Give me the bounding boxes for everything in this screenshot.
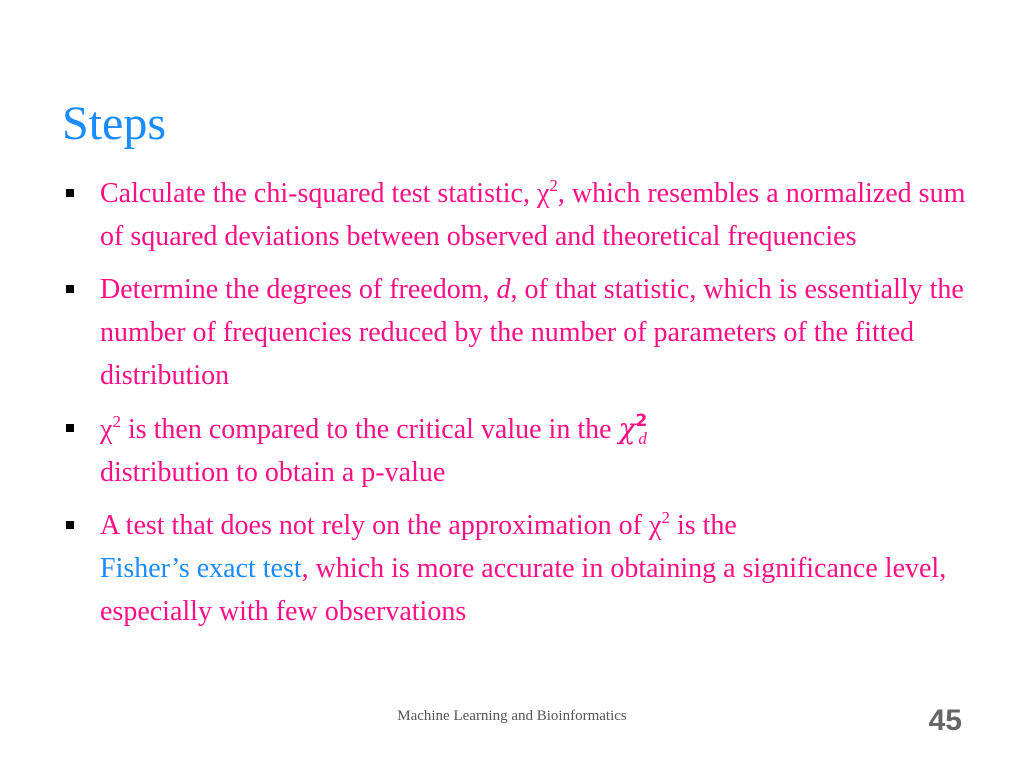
square-bullet-icon (66, 521, 74, 529)
fishers-exact-test-link[interactable]: Fisher’s exact test (100, 553, 302, 584)
superscript: 2 (549, 176, 558, 195)
bullet-text: , which resembles a normalized sum of squared deviations between observed and theoretical frequencies (100, 178, 966, 252)
page-number: 45 (928, 704, 962, 737)
math-superscript: 2 (635, 411, 648, 431)
bullet-text: , of that statistic, which is essentially the number of frequencies reduced by the number of parameters of the fitted distribution (100, 274, 964, 391)
bullet-text: Determine the degrees of freedom, (100, 274, 497, 305)
superscript: 2 (661, 508, 670, 527)
bullet-item-degrees-of-freedom (62, 268, 972, 397)
superscript: 2 (112, 412, 121, 431)
math-chi-symbol: χ (618, 412, 636, 445)
chi-symbol: χ (649, 510, 662, 541)
bullet-text: A test that does not rely on the approximation of (100, 510, 650, 541)
bullet-text: distribution to obtain a p-value (100, 457, 446, 488)
bullet-item-critical-value (62, 407, 972, 494)
square-bullet-icon (66, 424, 74, 432)
bullet-list (62, 172, 972, 643)
bullet-text: Calculate the chi-squared test statistic, (100, 178, 537, 209)
slide-footer: Machine Learning and Bioinformatics (397, 708, 627, 724)
math-subscript: d (638, 429, 647, 448)
square-bullet-icon (66, 189, 74, 197)
variable-d: d (496, 274, 511, 305)
bullet-text: , which is more accurate in obtaining a significance level, especially with few observations (100, 553, 947, 627)
chi-symbol: χ (100, 414, 113, 445)
chi-squared-d-formula (618, 411, 648, 448)
bullet-item-chi-squared-statistic (62, 172, 972, 258)
chi-symbol: χ (536, 178, 550, 209)
bullet-text: is then compared to the critical value in the (120, 414, 619, 445)
square-bullet-icon (66, 285, 74, 293)
bullet-item-fishers-exact-test (62, 504, 972, 633)
bullet-text: is the (669, 510, 737, 541)
slide-title: Steps (62, 97, 167, 150)
